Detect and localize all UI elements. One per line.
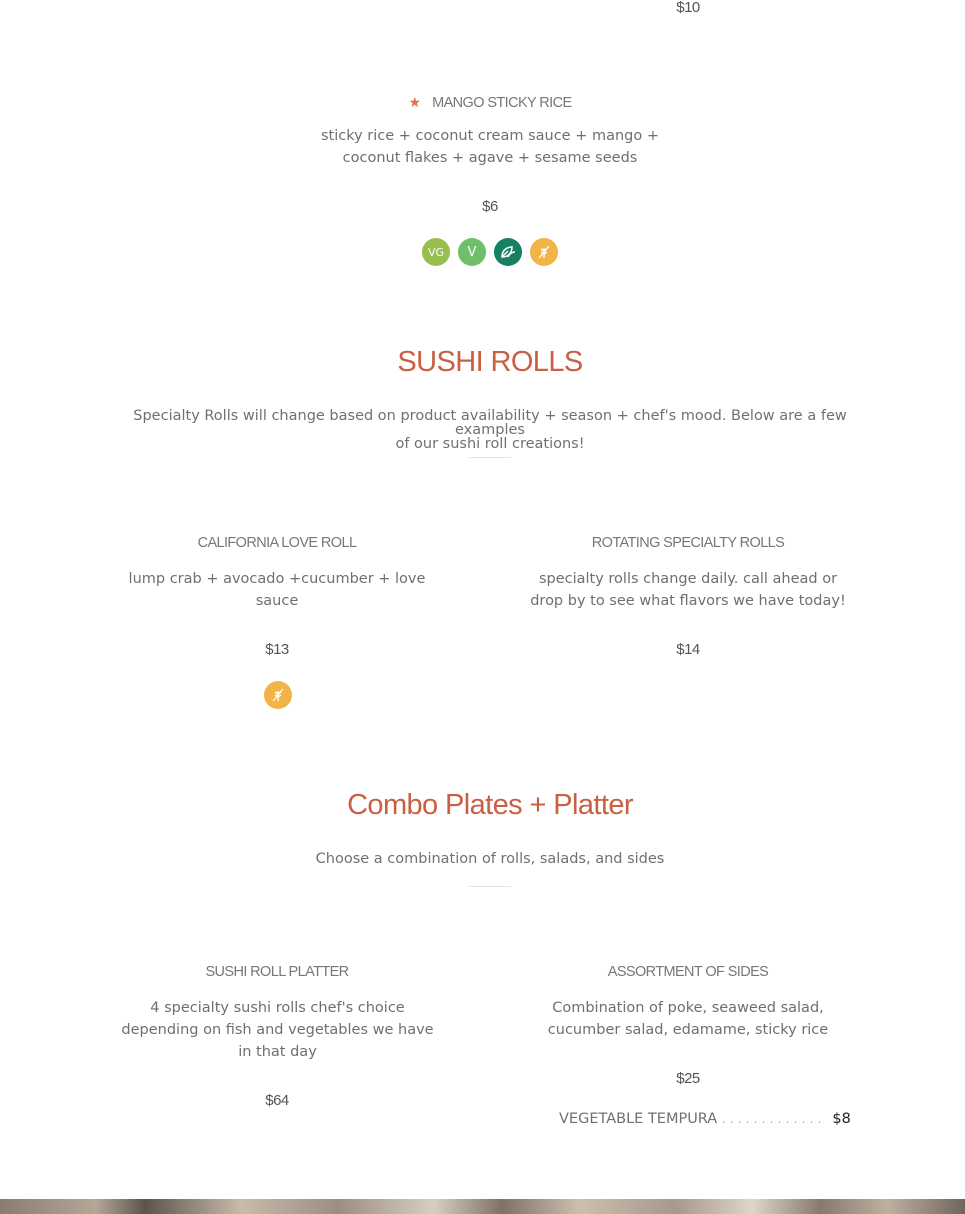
- item-price: $14: [676, 641, 700, 658]
- item-title: ROTATING SPECIALTY ROLLS: [591, 535, 785, 551]
- section-title-sushi-rolls: SUSHI ROLLS: [397, 346, 583, 378]
- divider: [469, 886, 511, 887]
- dietary-badges: [422, 238, 558, 266]
- menu-item-mango-title: [290, 92, 690, 111]
- item-price: $25: [676, 1070, 700, 1087]
- star-icon: ★: [408, 95, 422, 111]
- addon-price: $8: [832, 1111, 851, 1127]
- footer-image: [0, 1199, 965, 1214]
- addon-label: VEGETABLE TEMPURA: [559, 1111, 718, 1127]
- section-subtitle: Specialty Rolls will change based on product availability + season + chef's mood. Below are a few examples of our sushi roll creations!: [133, 408, 847, 452]
- section-subtitle: Choose a combination of rolls, salads, and sides: [315, 851, 665, 867]
- addon-leader-dots: . . . . . . . . . . . . .: [721, 1113, 822, 1126]
- item-description: specialty rolls change daily. call ahead or drop by to see what flavors we have today!: [530, 571, 846, 609]
- divider: [469, 457, 511, 458]
- item-title: SUSHI ROLL PLATTER: [205, 964, 349, 980]
- item-price: $6: [482, 198, 498, 215]
- item-title: ASSORTMENT OF SIDES: [607, 964, 769, 980]
- addon-row: [559, 1111, 851, 1127]
- price: $10: [676, 0, 700, 16]
- section-title-combo-plates: Combo Plates + Platter: [347, 789, 633, 821]
- vegetarian-icon: V: [458, 238, 486, 266]
- item-description: lump crab + avocado +cucumber + love sauce: [128, 571, 426, 609]
- gluten-free-icon: [264, 681, 292, 709]
- item-price: $13: [265, 641, 289, 658]
- item-title: MANGO STICKY RICE: [432, 95, 572, 111]
- leaf-icon: [494, 238, 522, 266]
- item-description: 4 specialty sushi rolls chef's choice depending on fish and vegetables we have in that day: [121, 1000, 434, 1060]
- gluten-free-icon: [530, 238, 558, 266]
- item-price: $64: [265, 1092, 289, 1109]
- item-description: Combination of poke, seaweed salad, cucumber salad, edamame, sticky rice: [547, 1000, 829, 1038]
- item-title: CALIFORNIA LOVE ROLL: [197, 535, 357, 551]
- item-description: sticky rice + coconut cream sauce + mango + coconut flakes + agave + sesame seeds: [320, 128, 659, 166]
- vegan-icon: VG: [422, 238, 450, 266]
